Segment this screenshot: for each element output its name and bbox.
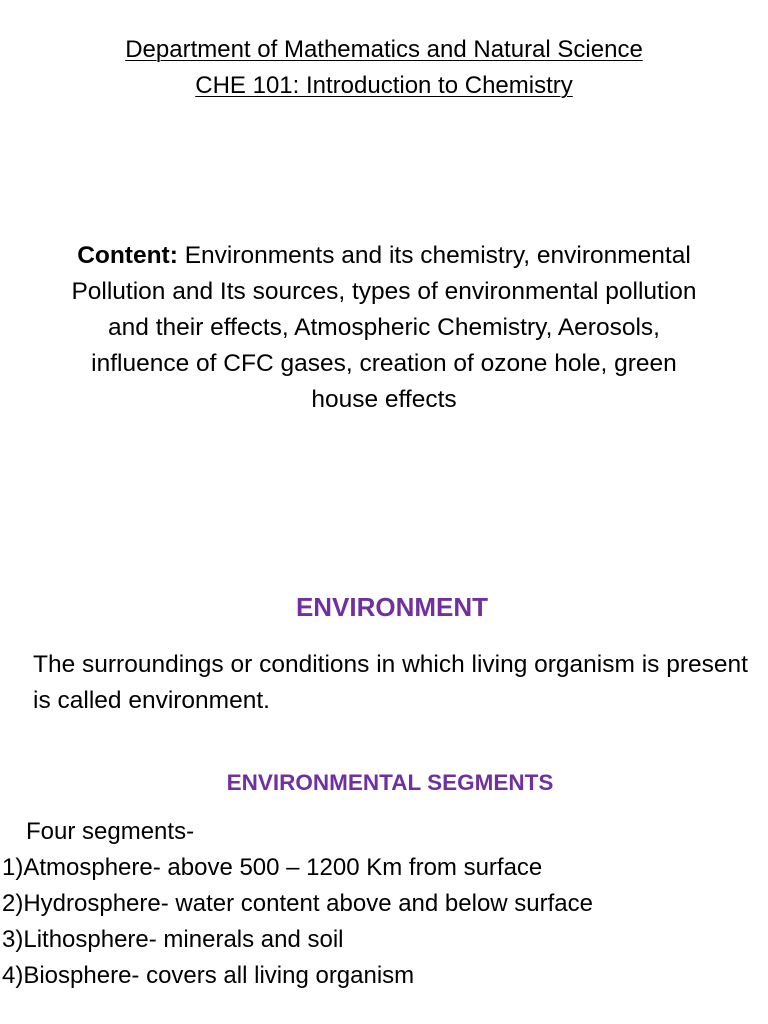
list-item: 1)Atmosphere- above 500 – 1200 Km from surface: [2, 854, 543, 881]
environment-heading: ENVIRONMENT: [295, 592, 489, 622]
list-item: 2)Hydrosphere- water content above and below surface: [2, 890, 593, 917]
page-header: [0, 32, 768, 104]
segments-intro: Four segments-: [26, 818, 195, 845]
segments-heading: ENVIRONMENTAL SEGMENTS: [226, 770, 554, 795]
content-label: Content:: [77, 242, 178, 269]
segments-list: [2, 814, 762, 994]
course-title: CHE 101: Introduction to Chemistry: [195, 72, 573, 99]
department-title: Department of Mathematics and Natural Science: [125, 36, 643, 63]
list-item: 3)Lithosphere- minerals and soil: [2, 926, 344, 953]
list-item: 4)Biosphere- covers all living organism: [2, 962, 415, 989]
content-text: Environments and its chemistry, environmental Pollution and Its sources, types of environmental pollution and their effects, Atmospheric Chemistry, Aerosols, influence of CFC gases, creation of ozone hole, green house effects: [71, 242, 697, 413]
environment-definition: The surroundings or conditions in which living organism is present is called environment.: [33, 651, 748, 714]
content-summary: [70, 238, 698, 418]
